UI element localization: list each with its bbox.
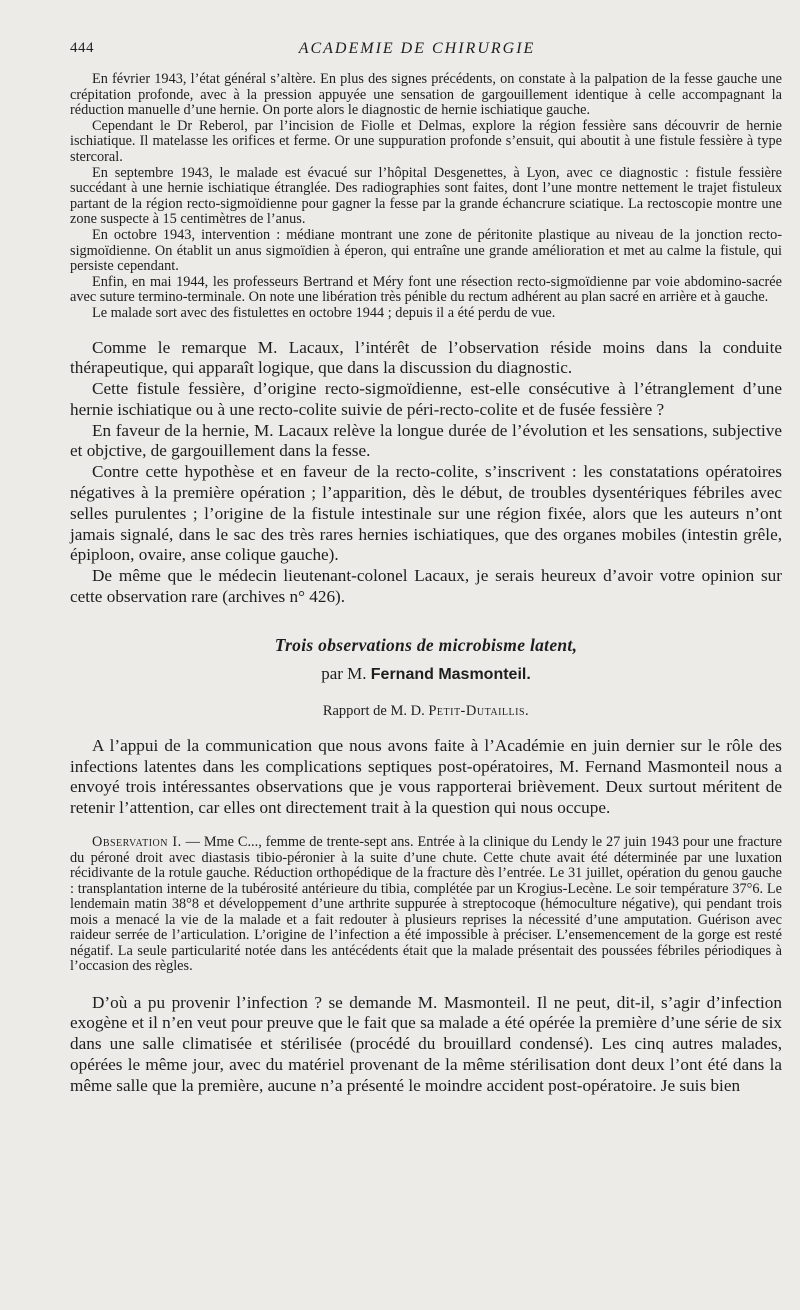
body-paragraph: Comme le remarque M. Lacaux, l’intérêt de l’observation réside moins dans la conduite thérapeutique, qui apparaît logique, que dans la discussion du diagnostic. [70,337,782,378]
report-prefix: Rapport de M. D. [322,702,425,719]
case-report-section [70,72,782,322]
byline [70,660,782,688]
article-heading [70,632,782,722]
report-intro-section [70,736,782,819]
body-paragraph: De même que le médecin lieutenant-colonel Lacaux, je serais heureux d’avoir votre opinion sur cette observation rare (archives n° 426). [70,566,782,607]
byline-prefix: par M. [321,663,367,683]
case-paragraph: Enfin, en mai 1944, les professeurs Bertrand et Méry font une résection recto-sigmoïdienne par voie abdomino-sacrée avec suture termino-terminale. On note une libération très pénible du rectum adhérent au plan sacré en arrière et à gauche. [70,273,782,306]
case-paragraph: En février 1943, l’état général s’altère. En plus des signes précédents, on constate à la palpation de la fesse gauche une crépitation profonde, avec à la pression appuyée une sensation de gargouillement identique à celle accompagnant la réduction manuelle d’une hernie. On porte alors le diagnostic de hernie ischiatique gauche. [70,71,782,119]
observation-label: Observation I. [92,834,182,851]
running-title: ACADEMIE DE CHIRURGIE [298,40,536,57]
case-paragraph: En septembre 1943, le malade est évacué sur l’hôpital Desgenettes, à Lyon, avec ce diagnostic : fistule fessière succédant à une hernie ischiatique étranglée. Des radiographies sont faites, dont l’une montre nettement le trajet fistuleux partant de la région recto-sigmoïdienne pour gagner la fesse par la grande échancrure sciatique. La rectoscopie montre une zone suspecte à 15 centimètres de l’anus. [70,164,782,228]
article-title: Trois observations de microbisme latent, [274,634,578,655]
closing-section [70,993,782,1097]
observation-section [70,835,782,975]
case-paragraph: Cependant le Dr Reberol, par l’incision de Fiolle et Delmas, explore la région fessière sans découvrir de hernie ischiatique. Il matelasse les orifices et ferme. Or une suppuration profonde s’ensuit, qui aboutit à une fistule fessière à type stercoral. [70,117,782,165]
body-paragraph: Cette fistule fessière, d’origine recto-sigmoïdienne, est-elle consécutive à l’étranglement d’une hernie ischiatique ou à une recto-colite suivie de péri-recto-colite et de fusée fessière ? [70,379,782,419]
body-paragraph: En faveur de la hernie, M. Lacaux relève la longue durée de l’évolution et les sensations, subjective et objctive, de gargouillement dans la fesse. [70,420,782,461]
page-body [70,72,782,1097]
page-header [70,40,764,62]
case-paragraph: Le malade sort avec des fistulettes en octobre 1944 ; depuis il a été perdu de vue. [92,304,556,321]
case-paragraph: En octobre 1943, intervention : médiane montrant une zone de péritonite plastique au niveau de la jonction recto-sigmoïdienne. On établit un anus sigmoïdien à éperon, qui entraîne une grande amélioration et met au calme la fistule, qui persiste cependant. [70,226,782,275]
body-paragraph: D’où a pu provenir l’infection ? se demande M. Masmonteil. Il ne peut, dit-il, s’agir d’infection exogène et il n’en veut pour preuve que le fait que sa malade a été opérée la première d’une série de six dans une salle climatisée et stérilisée (procédé du brouillard condensé). Les cinq autres malades, opérées le même jour, avec du matériel provenant de la même stérilisation dont deux l’ont été dans la même salle que la première, aucune n’a présenté le moindre accident post-opératoire. Je suis bien [70,992,782,1095]
page-number: 444 [70,40,94,56]
author-name: Fernand Masmonteil. [370,665,531,683]
body-paragraph: A l’appui de la communication que nous avons faite à l’Académie en juin dernier sur le rôle des infections latentes dans les complications septiques post-opératoires, M. Fernand Masmonteil nous a envoyé trois intéressantes observations que je vous rapporterai brièvement. Deux surtout méritent de retenir l’attention, car elles ont directement trait à la question qui nous occupe. [70,735,782,818]
report-line [70,700,782,722]
commentary-section [70,338,782,608]
observation-paragraph [70,835,782,975]
reporter-name: Petit-Dutaillis. [428,702,530,719]
body-paragraph: Contre cette hypothèse et en faveur de la recto-colite, s’inscrivent : les constatations opératoires négatives à la première opération ; l’apparition, dès le début, de troubles dysentériques fébriles avec selles purulentes ; l’origine de la fistule intestinale sur une région fixée, alors que les auteurs n’ont jamais signalé, dans le sac des très rares hernies ischiatiques, que des organes mobiles (intestin grêle, épiploon, ovaire, anse colique gauche). [70,462,782,565]
observation-text: — Mme C..., femme de trente-sept ans. Entrée à la clinique du Lendy le 27 juin 1943 pour une fracture du péroné droit avec diastasis tibio-péronier à la suite d’une chute. Cette chute avait été déterminée par une luxation récidivante de la rotule gauche. Réduction orthopédique de la fracture dès l’entrée. Le 31 juillet, opération du genou gauche : transplantation interne de la tubérosité antérieure du tibia, complétée par un Krogius-Lecène. Le soir température 37°6. Le lendemain matin 38°8 et développement d’une arthrite suppurée à streptocoque (hémoculture négative), qui pendant trois mois a menacé la vie de la malade et a fait redouter à plusieurs reprises la nécessité d’une amputation. Guérison avec raideur serrée de l’articulation. L’origine de l’infection a été impossible à préciser. L’ensemencement de la gorge est resté négatif. La seule particularité notée dans les antécédents était que la malade présentait des poussées fébriles périodiques à l’occasion des règles. [70,834,783,975]
